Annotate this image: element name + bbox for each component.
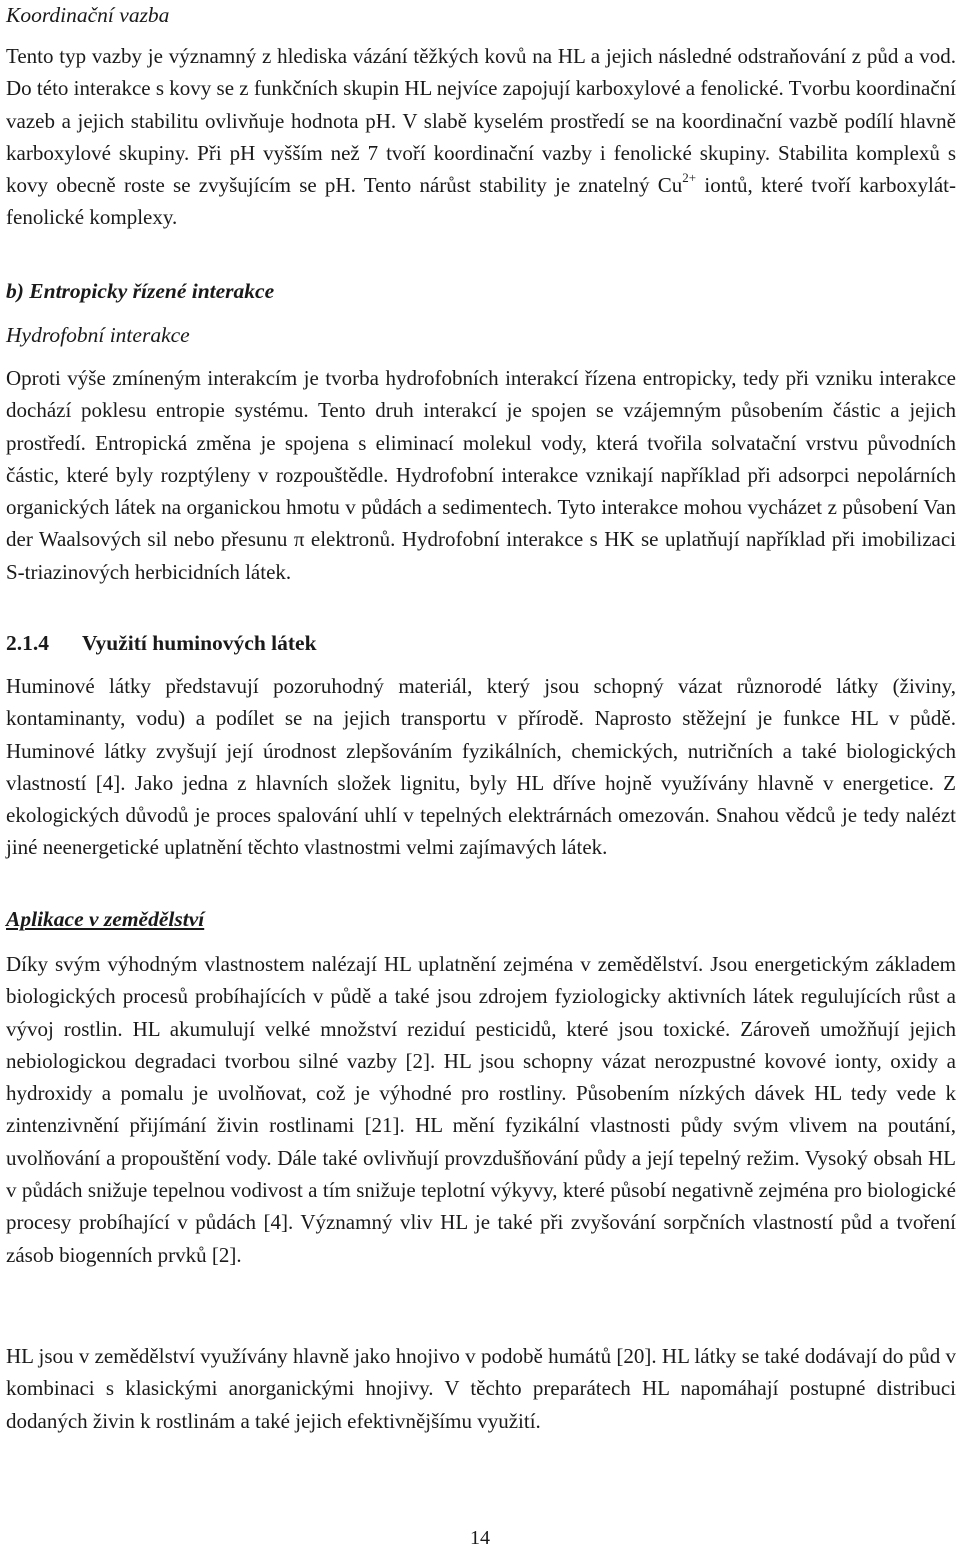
agri-paragraph-block-1 bbox=[6, 948, 956, 1271]
agri-heading-block bbox=[6, 904, 956, 934]
hydro-heading-block bbox=[6, 320, 956, 350]
koord-paragraph bbox=[6, 40, 956, 234]
section-title-entropicky: b) Entropicky řízené interakce bbox=[6, 279, 275, 303]
agri-paragraph-1: Díky svým výhodným vlastnostem nalézají HL uplatnění zejména v zemědělství. Jsou energetickým základem biologických procesů probíhajících v půdě a také jsou zdrojem fyziologicky aktivních látek regulujících růst a vývoj rostlin. HL akumulují velké množství reziduí pesticidů, které jsou toxické. Zároveň umožňují jejich nebiologickou degradaci tvorbou silné vazby [2]. HL jsou schopny vázat nerozpustné kovové ionty, oxidy a hydroxidy a pomalu je uvolňovat, což je výhodné pro rostliny. Působením nízkých dávek HL tedy vede k zintenzivnění přijímání živin rostlinami [21]. HL mění fyzikální vlastnosti půdy svým vlivem na poutání, uvolňování a propouštění vody. Dále také ovlivňují provzdušňování půdy a její tepelný režim. Vysoký obsah HL v půdách snižuje tepelnou vodivost a tím snižuje teplotní výkyvy, které působí negativně zejména pro biologické procesy probíhající v půdách [4]. Významný vliv HL je také při zvyšování sorpčních vlastností půd a tvoření zásob biogenních prvků [2]. bbox=[6, 952, 956, 1267]
koord-section bbox=[6, 0, 956, 30]
section-heading-2-1-4 bbox=[6, 628, 956, 658]
agri-paragraph-block-2 bbox=[6, 1340, 956, 1437]
h214-paragraph: Huminové látky představují pozoruhodný materiál, který jsou schopný vázat různorodé látky (živiny, kontaminanty, vodu) a podílet se na jejich transportu v přírodě. Naprosto stěžejní je funkce HL v půdě. Huminové látky zvyšují její úrodnost zlepšováním fyzikálních, chemických, nutričních a také biologických vlastností [4]. Jako jedna z hlavních složek lignitu, byly HL dříve hojně využívány hlavně v energetice. Z ekologických důvodů je proces spalování uhlí v tepelných elektrárnách omezován. Snahou vědců je tedy nalézt jiné neenergetické uplatnění těchto vlastnostmi velmi zajímavých látek. bbox=[6, 674, 956, 860]
cu-charge: 2+ bbox=[682, 170, 697, 186]
section-title-aplikace: Aplikace v zemědělství bbox=[6, 907, 205, 931]
agri-paragraph-2: HL jsou v zemědělství využívány hlavně jako hnojivo v podobě humátů [20]. HL látky se také dodávají do půd v kombinaci s klasickými anorganickými hnojivy. V těchto preparátech HL napomáhají postupné distribuci dodaných živin k rostlinám a také jejich efektivnějšímu využití. bbox=[6, 1344, 956, 1433]
section-number: 2.1.4 bbox=[6, 631, 49, 655]
h214-heading-block bbox=[6, 628, 956, 658]
page-number: 14 bbox=[470, 1527, 490, 1549]
koord-text-a: Tento typ vazby je významný z hlediska vázání těžkých kovů na HL a jejich následné odstraňování z půd a vod. Do této interakce s kovy se z funkčních skupin HL nejvíce zapojují karboxylové a fenolické. Tvorbu koordinační vazeb a jejich stabilitu ovlivňuje hodnota pH. V slabě kyselém prostředí se na koordinační vazbě podílí hlavně karboxylové skupiny. Při pH vyšším než 7 tvoří koordinační vazby i fenolické skupiny. Stabilita komplexů s kovy obecně roste se zvyšujícím se pH. Tento nárůst stability je znatelný Cu bbox=[6, 44, 956, 198]
koord-text-b: iontů, které tvoří karboxylát-fenolické komplexy. bbox=[6, 173, 956, 230]
h214-paragraph-block bbox=[6, 670, 956, 864]
hydro-paragraph: Oproti výše zmíneným interakcím je tvorba hydrofobních interakcí řízena entropicky, tedy při vzniku interakce dochází poklesu entropie systému. Tento druh interakcí je spojen se vzájemným působením částic a jejich prostředí. Entropická změna je spojena s eliminací molekul vody, která tvořila solvatační vrstvu původních částic, které byly rozptýleny v rozpouštědle. Hydrofobní interakce vznikají například při adsorpci nepolárních organických látek na organickou hmotu v půdách a sedimentech. Tyto interakce mohou vycházet z působení Van der Waalsových sil nebo přesunu π elektronů. Hydrofobní interakce s HK se uplatňují například při imobilizaci S-triazinových herbicidních látek. bbox=[6, 366, 956, 584]
koord-paragraph-block bbox=[6, 40, 956, 234]
hydro-paragraph-block bbox=[6, 362, 956, 588]
section-title-koordinacni-vazba: Koordinační vazba bbox=[6, 3, 170, 27]
section-heading-text: Využití huminových látek bbox=[82, 631, 317, 655]
entropic-heading-block bbox=[6, 276, 956, 306]
section-title-hydrofobni: Hydrofobní interakce bbox=[6, 323, 190, 347]
